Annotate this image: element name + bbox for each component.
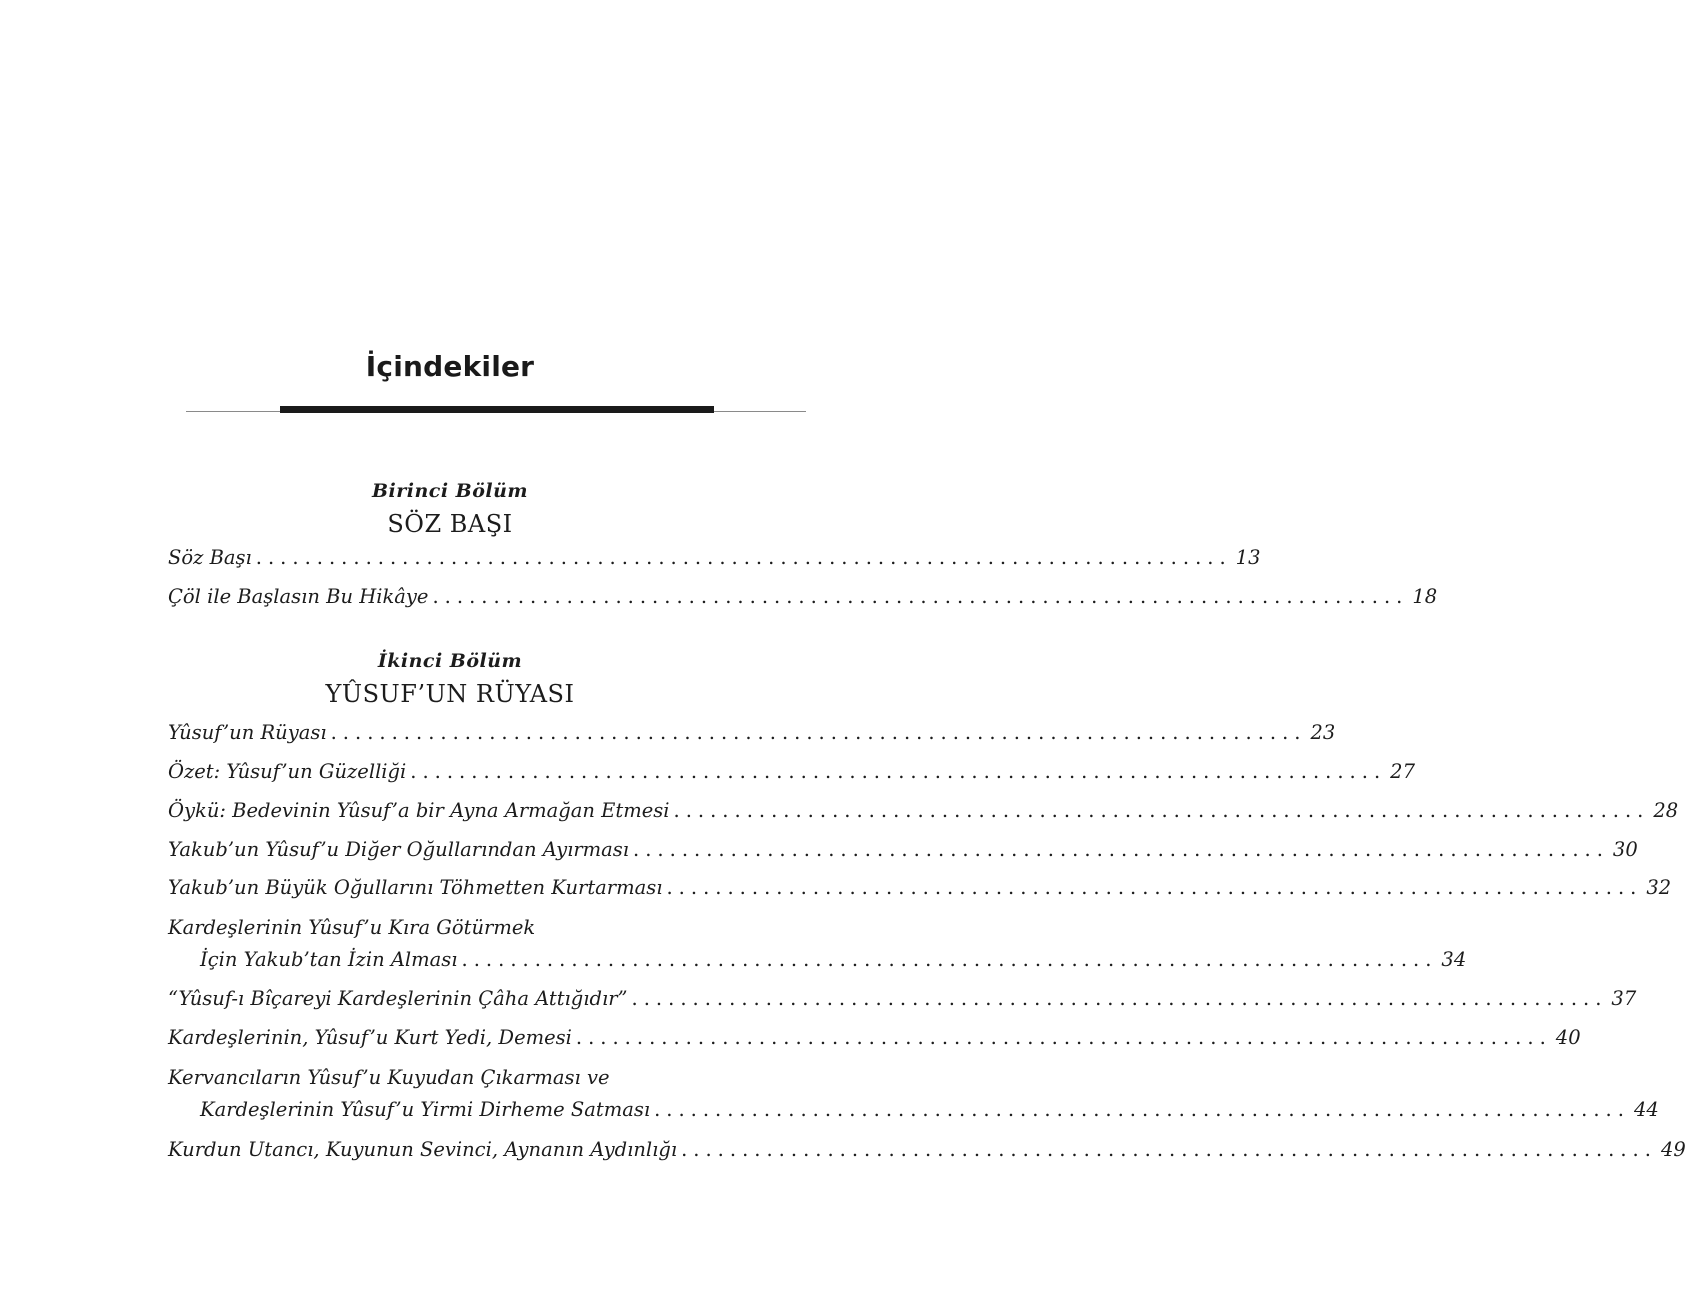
section-2-kicker: İkinci Bölüm bbox=[377, 650, 523, 672]
toc-entry-page: 49 bbox=[1660, 1138, 1686, 1161]
toc-entry[interactable] bbox=[168, 760, 1415, 790]
toc-entry[interactable] bbox=[168, 546, 1261, 576]
dot-leader: ................................................................................ bbox=[461, 948, 1438, 971]
toc-entry-page: 23 bbox=[1310, 721, 1336, 744]
toc-entry-label: Kardeşlerinin Yûsuf’u Yirmi Dirheme Satması bbox=[200, 1098, 651, 1121]
toc-entry-page: 13 bbox=[1235, 546, 1261, 569]
toc-entry-label: Öykü: Bedevinin Yûsuf’a bir Ayna Armağan Etmesi bbox=[168, 799, 670, 822]
dot-leader: ................................................................................ bbox=[673, 799, 1650, 822]
dot-leader: ................................................................................ bbox=[666, 876, 1643, 899]
toc-entry-label: Yûsuf’un Rüyası bbox=[168, 721, 327, 744]
toc-entry-label: Kardeşlerinin, Yûsuf’u Kurt Yedi, Demesi bbox=[168, 1026, 572, 1049]
toc-entry-page: 27 bbox=[1390, 760, 1415, 783]
toc-entry-page: 30 bbox=[1612, 838, 1638, 861]
dot-leader: ................................................................................ bbox=[654, 1098, 1630, 1121]
dot-leader: ................................................................................ bbox=[575, 1026, 1552, 1049]
page-title: İçindekiler bbox=[365, 350, 535, 383]
dot-leader: ................................................................................ bbox=[681, 1138, 1657, 1161]
toc-entry-page: 37 bbox=[1611, 987, 1637, 1010]
section-2-title: YÛSUF’UN RÜYASI bbox=[325, 680, 575, 708]
toc-entry-page: 18 bbox=[1412, 585, 1438, 608]
toc-entry[interactable] bbox=[168, 799, 1679, 829]
dot-leader: ................................................................................ bbox=[410, 760, 1387, 783]
toc-entry-page: 28 bbox=[1653, 799, 1679, 822]
toc-entry-page: 40 bbox=[1555, 1026, 1581, 1049]
toc-entry[interactable] bbox=[168, 1098, 1659, 1128]
toc-entry[interactable] bbox=[168, 585, 1438, 615]
toc-entry-label: Özet: Yûsuf’un Güzelliği bbox=[168, 760, 407, 783]
toc-entry-label: Kurdun Utancı, Kuyunun Sevinci, Aynanın Aydınlığı bbox=[168, 1138, 678, 1161]
dot-leader: ................................................................................ bbox=[330, 721, 1307, 744]
toc-entry-label: İçin Yakub’tan İzin Alması bbox=[200, 948, 458, 971]
section-1-kicker: Birinci Bölüm bbox=[371, 480, 529, 502]
toc-entry-label: Çöl ile Başlasın Bu Hikâye bbox=[168, 585, 429, 608]
toc-entry-page: 34 bbox=[1441, 948, 1467, 971]
title-rule-thick bbox=[280, 406, 714, 413]
toc-entry-label-line1[interactable]: Kardeşlerinin Yûsuf’u Kıra Götürmek bbox=[168, 916, 536, 939]
toc-entry[interactable] bbox=[168, 987, 1637, 1017]
toc-entry[interactable] bbox=[168, 948, 1467, 978]
toc-entry-label: Yakub’un Yûsuf’u Diğer Oğullarından Ayırması bbox=[168, 838, 630, 861]
toc-entry-label: “Yûsuf-ı Bîçareyi Kardeşlerinin Çâha Attığıdır” bbox=[168, 987, 628, 1010]
dot-leader: ................................................................................ bbox=[255, 546, 1232, 569]
dot-leader: ................................................................................ bbox=[432, 585, 1409, 608]
toc-entry[interactable] bbox=[168, 721, 1336, 751]
toc-entry-label: Yakub’un Büyük Oğullarını Töhmetten Kurtarması bbox=[168, 876, 663, 899]
toc-entry-page: 32 bbox=[1646, 876, 1672, 899]
toc-entry-label-line1[interactable]: Kervancıların Yûsuf’u Kuyudan Çıkarması ve bbox=[168, 1066, 610, 1089]
toc-entry[interactable] bbox=[168, 1138, 1686, 1168]
toc-entry[interactable] bbox=[168, 1026, 1581, 1056]
toc-entry[interactable] bbox=[168, 876, 1672, 906]
dot-leader: ................................................................................ bbox=[631, 987, 1608, 1010]
section-1-title: SÖZ BAŞI bbox=[387, 510, 513, 538]
dot-leader: ................................................................................ bbox=[633, 838, 1609, 861]
toc-entry-page: 44 bbox=[1633, 1098, 1659, 1121]
toc-entry[interactable] bbox=[168, 838, 1638, 868]
toc-entry-label: Söz Başı bbox=[168, 546, 252, 569]
